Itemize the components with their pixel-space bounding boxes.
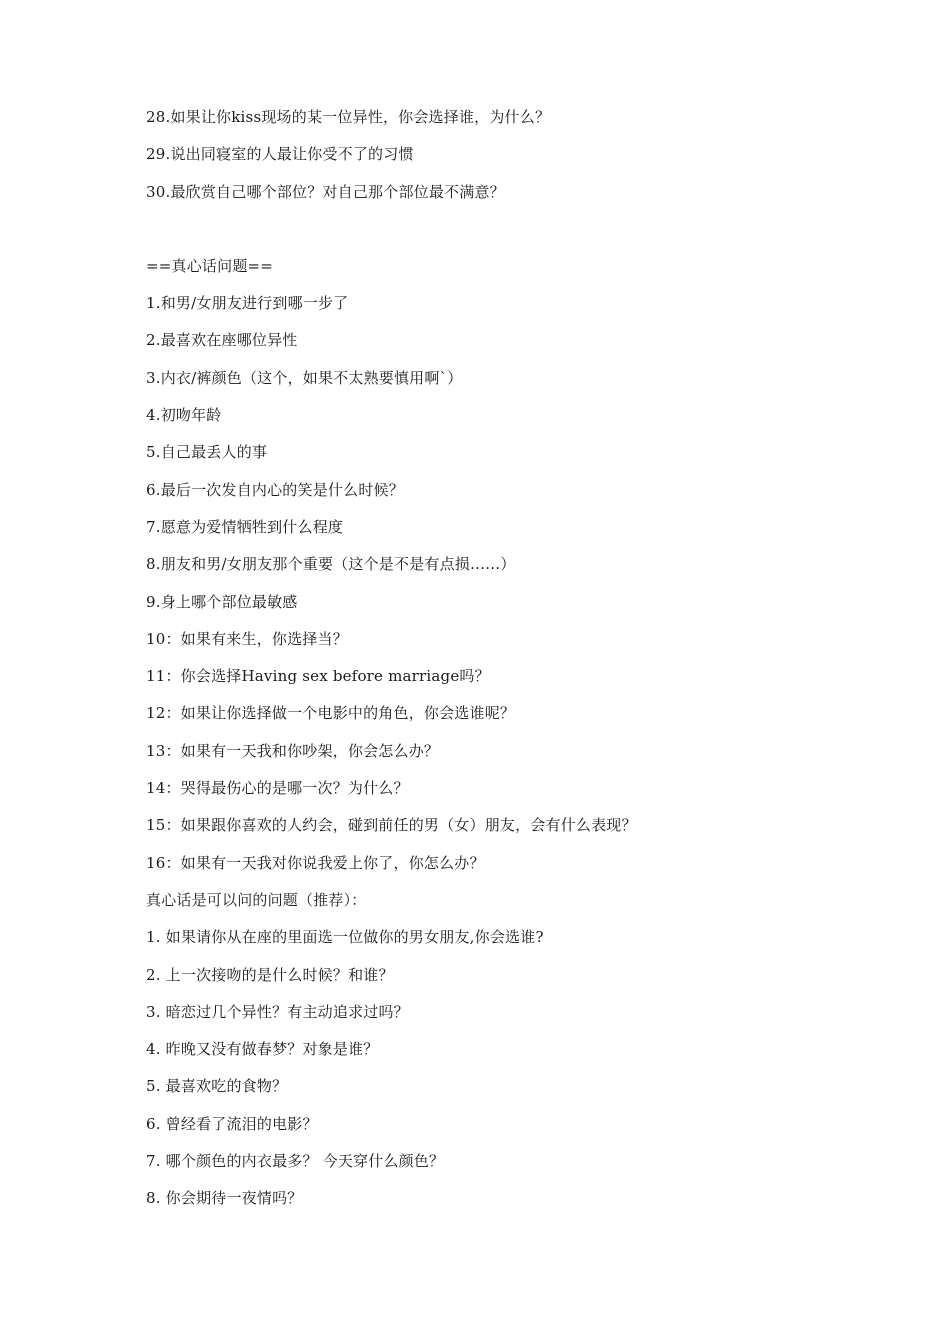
question-line: 14：哭得最伤心的是哪一次？为什么？	[146, 779, 409, 798]
recommended-question-line: 6. 曾经看了流泪的电影？	[146, 1114, 318, 1133]
recommended-question-line: 5. 最喜欢吃的食物？	[146, 1077, 288, 1096]
recommended-question-line: 2. 上一次接吻的是什么时候？和谁？	[146, 965, 394, 984]
question-line: 8.朋友和男/女朋友那个重要（这个是不是有点损……）	[146, 555, 516, 574]
question-line: 3.内衣/裤颜色（这个，如果不太熟要慎用啊`）	[146, 368, 463, 387]
question-line: 6.最后一次发自内心的笑是什么时候？	[146, 480, 404, 499]
question-line: 1.和男/女朋友进行到哪一步了	[146, 294, 349, 313]
question-line: 12：如果让你选择做一个电影中的角色，你会选谁呢？	[146, 704, 516, 723]
question-line: 15：如果跟你喜欢的人约会，碰到前任的男（女）朋友，会有什么表现？	[146, 816, 637, 835]
question-line: 7.愿意为爱情牺牲到什么程度	[146, 517, 344, 536]
question-line: 16：如果有一天我对你说我爱上你了，你怎么办？	[146, 853, 485, 872]
recommended-question-line: 7. 哪个颜色的内衣最多？ 今天穿什么颜色？	[146, 1152, 445, 1171]
blank-line	[146, 218, 846, 255]
question-line: 29.说出同寝室的人最让你受不了的习惯	[146, 145, 414, 164]
question-line: 11：你会选择Having sex before marriage吗？	[146, 667, 490, 686]
recommended-question-line: 3. 暗恋过几个异性？有主动追求过吗？	[146, 1002, 409, 1021]
document-body	[146, 106, 846, 1225]
recommended-question-line: 8. 你会期待一夜情吗？	[146, 1189, 303, 1208]
recommended-question-line: 4. 昨晚又没有做春梦？对象是谁？	[146, 1040, 379, 1059]
section-heading: ==真心话问题==	[146, 256, 274, 275]
question-line: 5.自己最丢人的事	[146, 443, 268, 462]
question-line: 10：如果有来生，你选择当？	[146, 629, 348, 648]
question-line: 30.最欣赏自己哪个部位？对自己那个部位最不满意？	[146, 182, 505, 201]
recommended-question-line: 1. 如果请你从在座的里面选一位做你的男女朋友,你会选谁?	[146, 928, 544, 947]
question-line: 4.初吻年龄	[146, 406, 222, 425]
question-line: 9.身上哪个部位最敏感	[146, 592, 298, 611]
question-line: 13：如果有一天我和你吵架，你会怎么办？	[146, 741, 440, 760]
question-line: 28.如果让你kiss现场的某一位异性，你会选择谁，为什么？	[146, 108, 551, 126]
recommended-heading: 真心话是可以问的问题（推荐）：	[146, 890, 367, 909]
question-line: 2.最喜欢在座哪位异性	[146, 331, 298, 350]
